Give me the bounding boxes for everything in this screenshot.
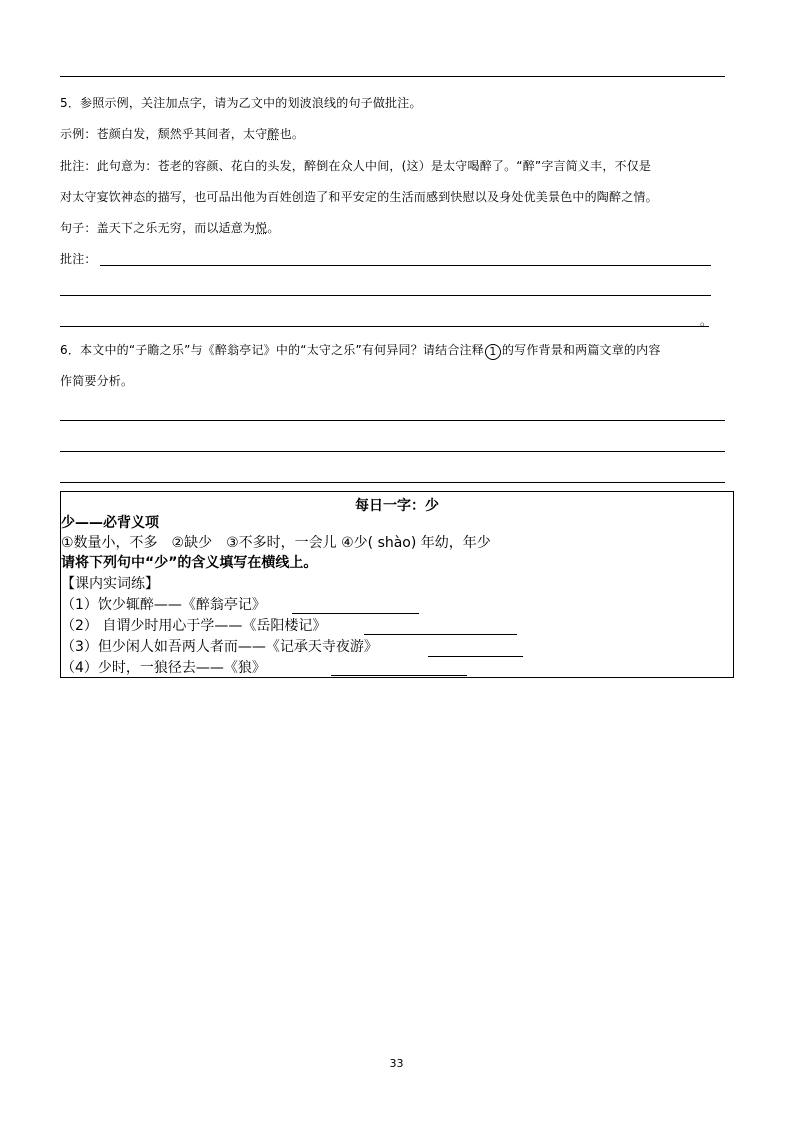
sentence-label: 句子： — [60, 221, 97, 235]
practice-item-text: （4）少时，一狼径去——《狼》 — [61, 660, 266, 676]
example-label: 示例： — [60, 127, 97, 141]
q6-prompt-tail: 的写作背景和两篇文章的内容 — [501, 343, 661, 357]
practice-answer-blank[interactable] — [428, 656, 523, 657]
example-dotted-char: 醉 — [267, 127, 280, 141]
box-instruction: 请将下列句中“少”的含义填写在横线上。 — [61, 555, 318, 571]
q5-annotation-line2: 对太守宴饮神态的描写，也可品出他为百姓创造了和平安定的生活而感到快慰以及身处优美景色中的陶醉之情。 — [60, 190, 658, 204]
practice-item — [61, 658, 266, 678]
answer-line[interactable] — [100, 265, 711, 266]
sentence-tail: 。 — [267, 221, 280, 235]
practice-item-text: （3）但少闲人如吾两人者而——《记承天寺夜游》 — [61, 639, 378, 655]
answer-line[interactable] — [60, 482, 725, 483]
annotation-label: 批注： — [60, 159, 97, 173]
q6-prompt-line2: 作简要分析。 — [60, 374, 134, 388]
q5-example — [60, 126, 304, 142]
answer-line[interactable] — [60, 326, 709, 327]
q5-prompt-text: 参照示例，关注加点字，请为乙文中的划波浪线的句子做批注。 — [80, 96, 422, 110]
answer-line[interactable] — [60, 420, 725, 421]
note-number-circle: 1 — [485, 344, 501, 360]
answer-line[interactable] — [60, 295, 711, 296]
practice-answer-blank[interactable] — [331, 675, 467, 676]
q5-prompt — [60, 95, 422, 111]
practice-item — [61, 637, 378, 657]
box-meanings: ①数量小，不多 ②缺少 ③不多时，一会儿 ④少( shào) 年幼，年少 — [61, 535, 491, 551]
answer-line[interactable] — [60, 451, 725, 452]
example-text: 苍颜白发，颓然乎其间者，太守 — [96, 127, 268, 141]
box-practice-label: 【课内实词练】 — [61, 576, 159, 592]
page-number: 33 — [389, 1057, 404, 1070]
answer-line-top — [60, 76, 725, 77]
practice-item-text: （1）饮少辄醉——《醉翁亭记》 — [61, 597, 266, 613]
practice-item-text: （2） 自谓少时用心于学——《岳阳楼记》 — [61, 618, 327, 634]
q5-annotation-line1 — [60, 158, 651, 174]
q6-prompt-line1 — [60, 342, 661, 360]
sentence-text: 盖天下之乐无穷，而以适意为 — [96, 221, 256, 235]
practice-item — [61, 595, 266, 615]
practice-item — [61, 616, 326, 636]
box-heading: 少——必背义项 — [61, 515, 159, 531]
q5-number: 5． — [60, 96, 81, 110]
q6-prompt-text: 本文中的“子瞻之乐”与《醉翁亭记》中的“太守之乐”有何异同？请结合注释 — [80, 343, 484, 357]
practice-answer-blank[interactable] — [292, 613, 419, 614]
annotation-text-1: 此句意为：苍老的容颜、花白的头发，醉倒在众人中间，(这）是太守喝醉了。“醉”字言简义丰，不仅是 — [96, 159, 652, 173]
q6-number: 6． — [60, 343, 81, 357]
daily-word-box — [60, 491, 734, 678]
sentence-dotted-char: 悦 — [255, 221, 268, 235]
q5-end-mark: 。 — [700, 314, 713, 328]
box-title: 每日一字：少 — [355, 498, 439, 514]
practice-answer-blank[interactable] — [364, 634, 517, 635]
q5-sentence — [60, 220, 280, 236]
example-tail: 也。 — [279, 127, 305, 141]
q5-answer-label: 批注： — [60, 252, 97, 266]
